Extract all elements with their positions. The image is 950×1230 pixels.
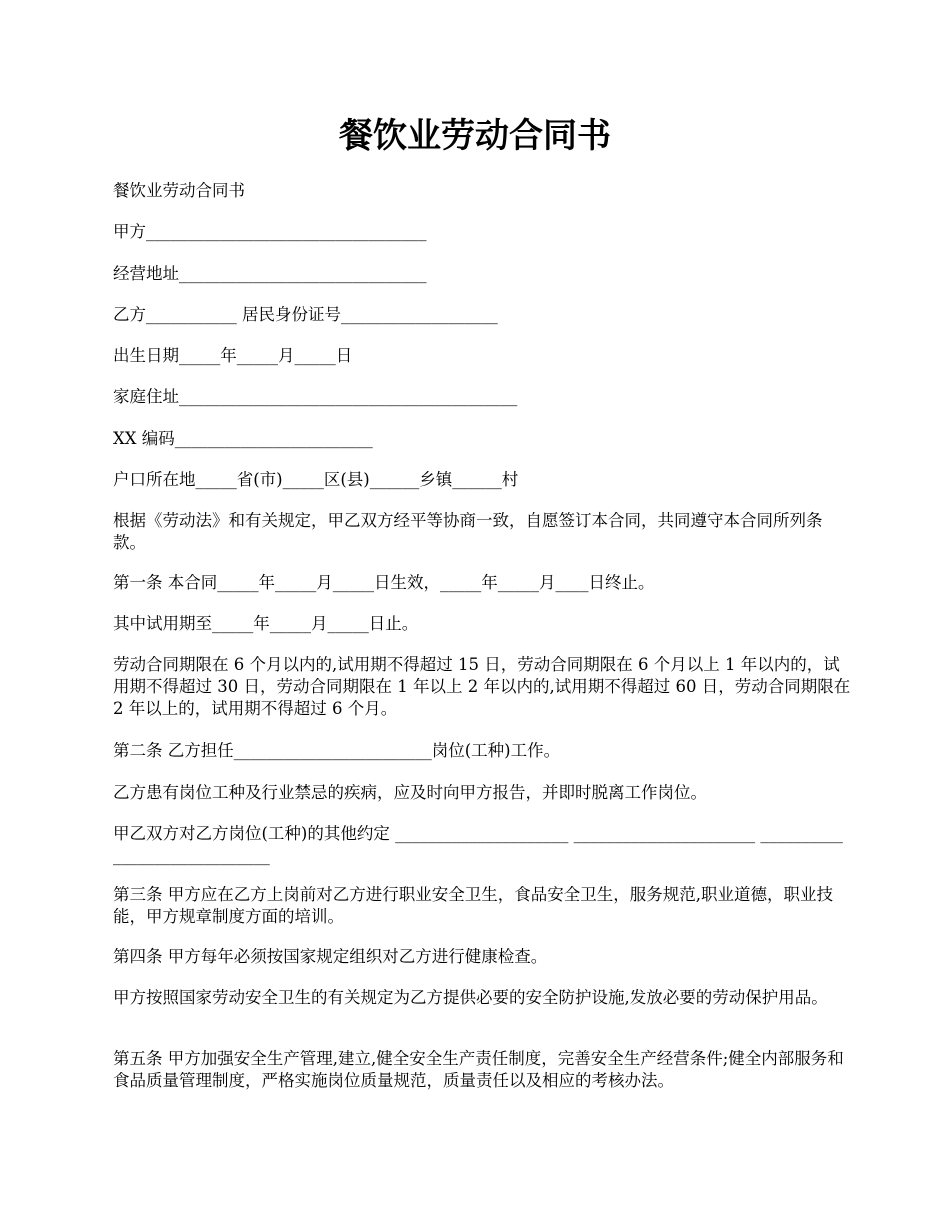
birth-date-field: 出生日期_____年_____月_____日 bbox=[113, 346, 353, 365]
safety-equipment-paragraph: 甲方按照国家劳动安全卫生的有关规定为乙方提供必要的安全防护设施,发放必要的劳动保护用品。 bbox=[113, 988, 828, 1007]
article-4-paragraph: 第四条 甲方每年必须按国家规定组织对乙方进行健康检查。 bbox=[113, 947, 548, 966]
probation-limits-paragraph: 劳动合同期限在 6 个月以内的,试用期不得超过 15 日，劳动合同期限在 6 个月以上 1 年以内的，试用期不得超过 30 日，劳动合同期限在 1 年以上 2 年以内的,试用期不得超过 60 日，劳动合同期限在 2 年以上的，试用期不得超过 6 个月。 bbox=[113, 655, 856, 718]
party-b-id-field: 乙方___________ 居民身份证号___________________ bbox=[113, 305, 498, 324]
home-address-field: 家庭住址_________________________________________ bbox=[113, 387, 518, 406]
probation-paragraph: 其中试用期至_____年_____月_____日止。 bbox=[113, 614, 419, 633]
postal-code-field: XX 编码________________________ bbox=[113, 429, 373, 448]
preamble-paragraph: 根据《劳动法》和有关规定，甲乙双方经平等协商一致，自愿签订本合同，共同遵守本合同所列条款。 bbox=[113, 511, 823, 552]
article-3-paragraph: 第三条 甲方应在乙方上岗前对乙方进行职业安全卫生，食品安全卫生，服务规范,职业道德，职业技能，甲方规章制度方面的培训。 bbox=[113, 885, 833, 926]
disease-report-paragraph: 乙方患有岗位工种及行业禁忌的疾病，应及时向甲方报告，并即时脱离工作岗位。 bbox=[113, 783, 707, 802]
subtitle-paragraph: 餐饮业劳动合同书 bbox=[113, 181, 245, 200]
household-registration-field: 户口所在地_____省(市)_____区(县)______乡镇______村 bbox=[113, 470, 519, 489]
article-2-paragraph: 第二条 乙方担任________________________岗位(工种)工作。 bbox=[113, 741, 561, 760]
article-1-paragraph: 第一条 本合同_____年_____月_____日生效，_____年_____月____日终止。 bbox=[113, 573, 655, 592]
article-5-paragraph: 第五条 甲方加强安全生产管理,建立,健全安全生产责任制度，完善安全生产经营条件;健全内部服务和食品质量管理制度，严格实施岗位质量规范，质量责任以及相应的考核办法。 bbox=[113, 1049, 844, 1090]
business-address-field: 经营地址______________________________ bbox=[113, 264, 427, 283]
document-title: 餐饮业劳动合同书 bbox=[339, 116, 611, 156]
other-agreement-paragraph: 甲乙双方对乙方岗位(工种)的其他约定 _____________________ ______________________ _____________________________ bbox=[113, 824, 843, 865]
party-a-field: 甲方__________________________________ bbox=[113, 222, 427, 241]
